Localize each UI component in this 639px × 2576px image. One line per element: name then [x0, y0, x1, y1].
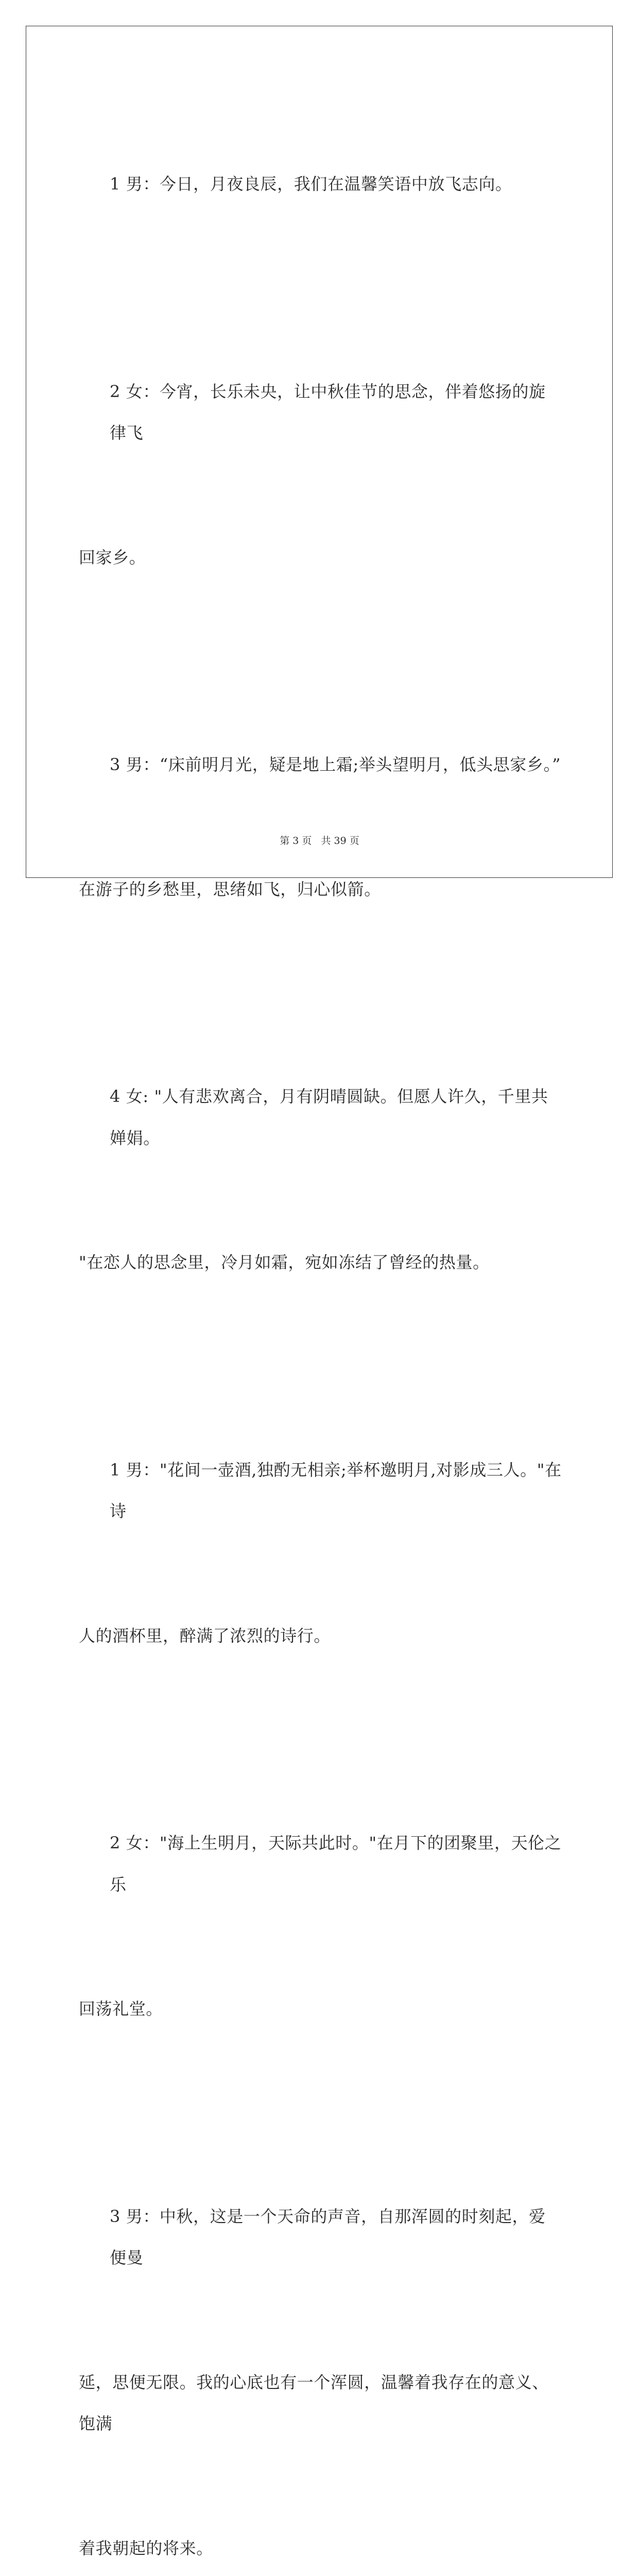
- paragraph-line: 1 男："花间一壶酒,独酌无相亲;举杯邀明月,对影成三人。"在诗: [79, 1449, 562, 1532]
- paragraph-7: [79, 2113, 562, 2576]
- page-number: 第 3 页: [280, 835, 312, 846]
- paragraph-line: 在游子的乡愁里，思绪如飞，归心似箭。: [79, 869, 562, 910]
- paragraph-line: 2 女："海上生明月，天际共此时。"在月下的团聚里，天伦之乐: [79, 1822, 562, 1905]
- paragraph-line: 人的酒杯里，醉满了浓烈的诗行。: [79, 1615, 562, 1657]
- page-total: 共 39 页: [321, 835, 359, 846]
- paragraph-line: 4 女: "人有悲欢离合，月有阴晴圆缺。但愿人许久，千里共婵娟。: [79, 1076, 562, 1159]
- paragraph-4: [79, 993, 562, 1366]
- paragraph-line: 回家乡。: [79, 537, 562, 579]
- paragraph-line: "在恋人的思念里，冷月如霜，宛如冻结了曾经的热量。: [79, 1242, 562, 1283]
- document-body: [79, 80, 562, 2576]
- paragraph-line: 回荡礼堂。: [79, 1988, 562, 2030]
- paragraph-3: [79, 661, 562, 993]
- paragraph-1: [79, 80, 562, 288]
- paragraph-2: [79, 288, 562, 662]
- paragraph-6: [79, 1739, 562, 2113]
- paragraph-line: 延，思便无限。我的心底也有一个浑圆，温馨着我存在的意义、饱满: [79, 2362, 562, 2445]
- paragraph-line: 1 男：今日，月夜良辰，我们在温馨笑语中放飞志向。: [79, 163, 562, 205]
- paragraph-line: 着我朝起的将来。: [79, 2528, 562, 2569]
- page-footer: [0, 833, 639, 847]
- paragraph-5: [79, 1366, 562, 1740]
- paragraph-line: 3 男：“床前明月光，疑是地上霜;举头望明月，低头思家乡。”: [79, 744, 562, 786]
- paragraph-line: 3 男：中秋，这是一个天命的声音，自那浑圆的时刻起，爱便曼: [79, 2196, 562, 2279]
- paragraph-line: 2 女：今宵，长乐未央，让中秋佳节的思念，伴着悠扬的旋律飞: [79, 371, 562, 454]
